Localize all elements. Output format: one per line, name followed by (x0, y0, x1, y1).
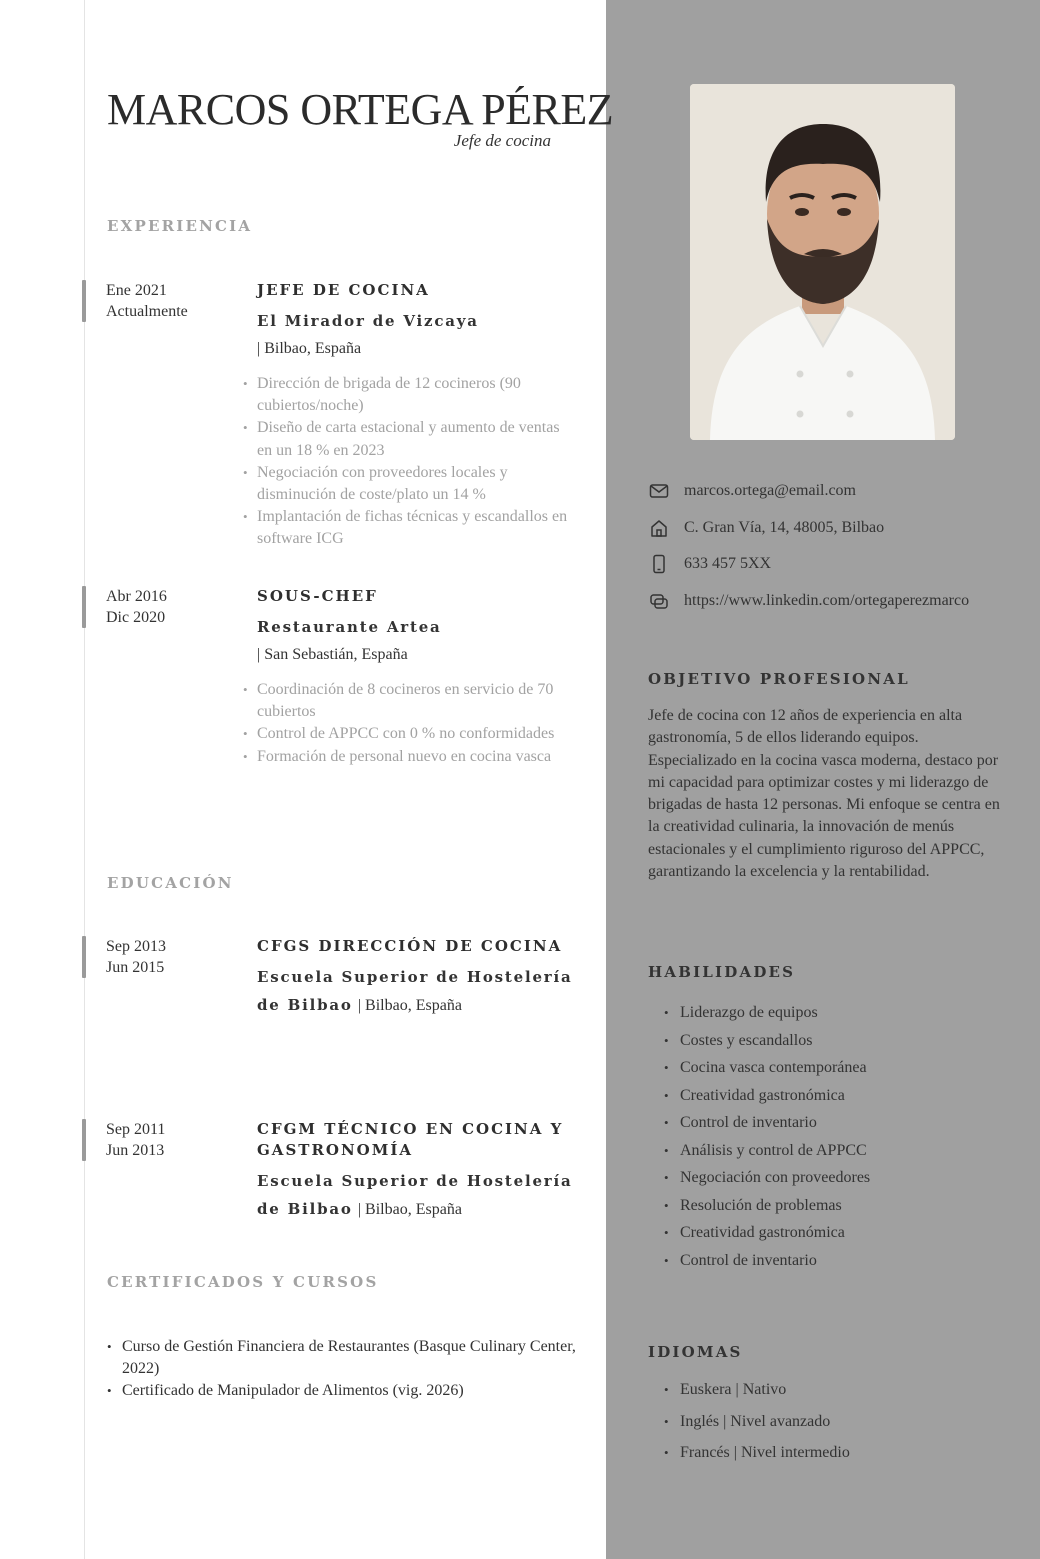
objective-heading: OBJETIVO PROFESIONAL (648, 670, 910, 688)
entry-dates (106, 586, 246, 628)
employer: Restaurante Artea (257, 618, 442, 636)
entry-dates (106, 1119, 246, 1161)
experience-heading: EXPERIENCIA (107, 217, 253, 235)
achievement-item: • Negociación con proveedores locales y disminución de coste/plato un 14 % (243, 462, 573, 506)
skill-item: • Control de inventario (664, 1247, 870, 1275)
achievement-item: • Control de APPCC con 0 % no conformidades (243, 723, 573, 745)
achievements-list (243, 373, 573, 551)
school: Escuela Superior de Hostelería de Bilbao (257, 968, 573, 1014)
phone-text: 633 457 5XX (684, 555, 772, 572)
certificates-heading: CERTIFICADOS Y CURSOS (107, 1273, 379, 1291)
entry-dates (106, 936, 246, 978)
contact-address (648, 516, 884, 540)
phone-icon (648, 553, 670, 575)
job-role: SOUS-CHEF (257, 587, 378, 605)
skills-list (664, 999, 870, 1274)
school: Escuela Superior de Hostelería de Bilbao (257, 1172, 573, 1218)
entry-body (257, 280, 577, 551)
achievement-item: • Formación de personal nuevo en cocina vasca (243, 746, 573, 768)
skill-item: • Liderazgo de equipos (664, 999, 870, 1027)
degree: CFGS DIRECCIÓN DE COCINA (257, 937, 563, 955)
location: | Bilbao, España (357, 1201, 462, 1218)
address-text: C. Gran Vía, 14, 48005, Bilbao (684, 519, 885, 536)
date-end: Jun 2015 (106, 959, 165, 976)
contact-email (648, 479, 856, 503)
email-text: marcos.ortega@email.com (684, 482, 856, 499)
language-item: • Inglés | Nivel avanzado (664, 1406, 850, 1438)
link-icon (648, 590, 670, 612)
entry-body (257, 936, 577, 1020)
languages-heading: IDIOMAS (648, 1343, 743, 1361)
date-start: Sep 2011 (106, 1121, 166, 1138)
achievement-item: • Dirección de brigada de 12 cocineros (90 cubiertos/noche) (243, 373, 573, 417)
objective-text: Jefe de cocina con 12 años de experiencia en alta gastronomía, 5 de ellos liderando equipos. Especializado en la cocina vasca moderna, destaco por mi capacidad para optimizar costes y mi liderazgo de brigadas de hasta 12 personas. Mi enfoque se centra en la creatividad culinaria, la innovación de menús estacionales y el cumplimiento riguroso del APPCC, garantizando la excelencia y la rentabilidad. (648, 707, 1000, 881)
certificate-item: • Certificado de Manipulador de Alimentos (vig. 2026) (107, 1380, 577, 1402)
date-end: Actualmente (106, 303, 188, 320)
home-icon (648, 517, 670, 539)
timeline-marker (82, 280, 86, 322)
mail-icon (648, 480, 670, 502)
location: | San Sebastián, España (257, 646, 408, 663)
skill-item: • Resolución de problemas (664, 1192, 870, 1220)
employer: El Mirador de Vizcaya (257, 312, 479, 330)
languages-list (664, 1374, 850, 1469)
contact-phone (648, 552, 771, 576)
degree: CFGM TÉCNICO EN COCINA Y GASTRONOMÍA (257, 1120, 564, 1159)
achievement-item: • Diseño de carta estacional y aumento de ventas en un 18 % en 2023 (243, 417, 573, 461)
profile-photo (690, 84, 955, 440)
skill-item: • Cocina vasca contemporánea (664, 1054, 870, 1082)
location: | Bilbao, España (257, 340, 362, 357)
candidate-title: Jefe de cocina (453, 131, 551, 150)
date-start: Sep 2013 (106, 938, 166, 955)
entry-body (257, 1119, 577, 1224)
location: | Bilbao, España (357, 997, 462, 1014)
candidate-name: MARCOS ORTEGA PÉREZ (107, 85, 614, 134)
org-line (257, 963, 577, 1020)
skill-item: • Control de inventario (664, 1109, 870, 1137)
job-role: JEFE DE COCINA (257, 281, 430, 299)
date-end: Dic 2020 (106, 609, 166, 626)
language-item: • Francés | Nivel intermedio (664, 1437, 850, 1469)
skill-item: • Costes y escandallos (664, 1027, 870, 1055)
entry-body (257, 586, 577, 768)
achievement-item: • Implantación de fichas técnicas y escandallos en software ICG (243, 506, 573, 550)
skill-item: • Negociación con proveedores (664, 1164, 870, 1192)
date-end: Jun 2013 (106, 1142, 165, 1159)
achievement-item: • Coordinación de 8 cocineros en servicio de 70 cubiertos (243, 679, 573, 723)
skill-item: • Creatividad gastronómica (664, 1219, 870, 1247)
achievements-list (243, 679, 573, 768)
timeline-marker (82, 1119, 86, 1161)
certificate-item: • Curso de Gestión Financiera de Restaurantes (Basque Culinary Center, 2022) (107, 1336, 577, 1380)
linkedin-text[interactable]: https://www.linkedin.com/ortegaperezmarco (684, 592, 970, 609)
contact-linkedin (648, 589, 969, 613)
date-start: Abr 2016 (106, 588, 167, 605)
timeline-line (84, 0, 85, 1559)
skill-item: • Análisis y control de APPCC (664, 1137, 870, 1165)
org-line (257, 1167, 577, 1224)
skills-heading: HABILIDADES (648, 963, 796, 981)
entry-dates (106, 280, 246, 322)
certificates-list (107, 1336, 577, 1403)
org-line (257, 613, 577, 669)
org-line (257, 307, 577, 363)
date-start: Ene 2021 (106, 282, 167, 299)
timeline-marker (82, 586, 86, 628)
skill-item: • Creatividad gastronómica (664, 1082, 870, 1110)
education-heading: EDUCACIÓN (107, 874, 234, 892)
timeline-marker (82, 936, 86, 978)
language-item: • Euskera | Nativo (664, 1374, 850, 1406)
